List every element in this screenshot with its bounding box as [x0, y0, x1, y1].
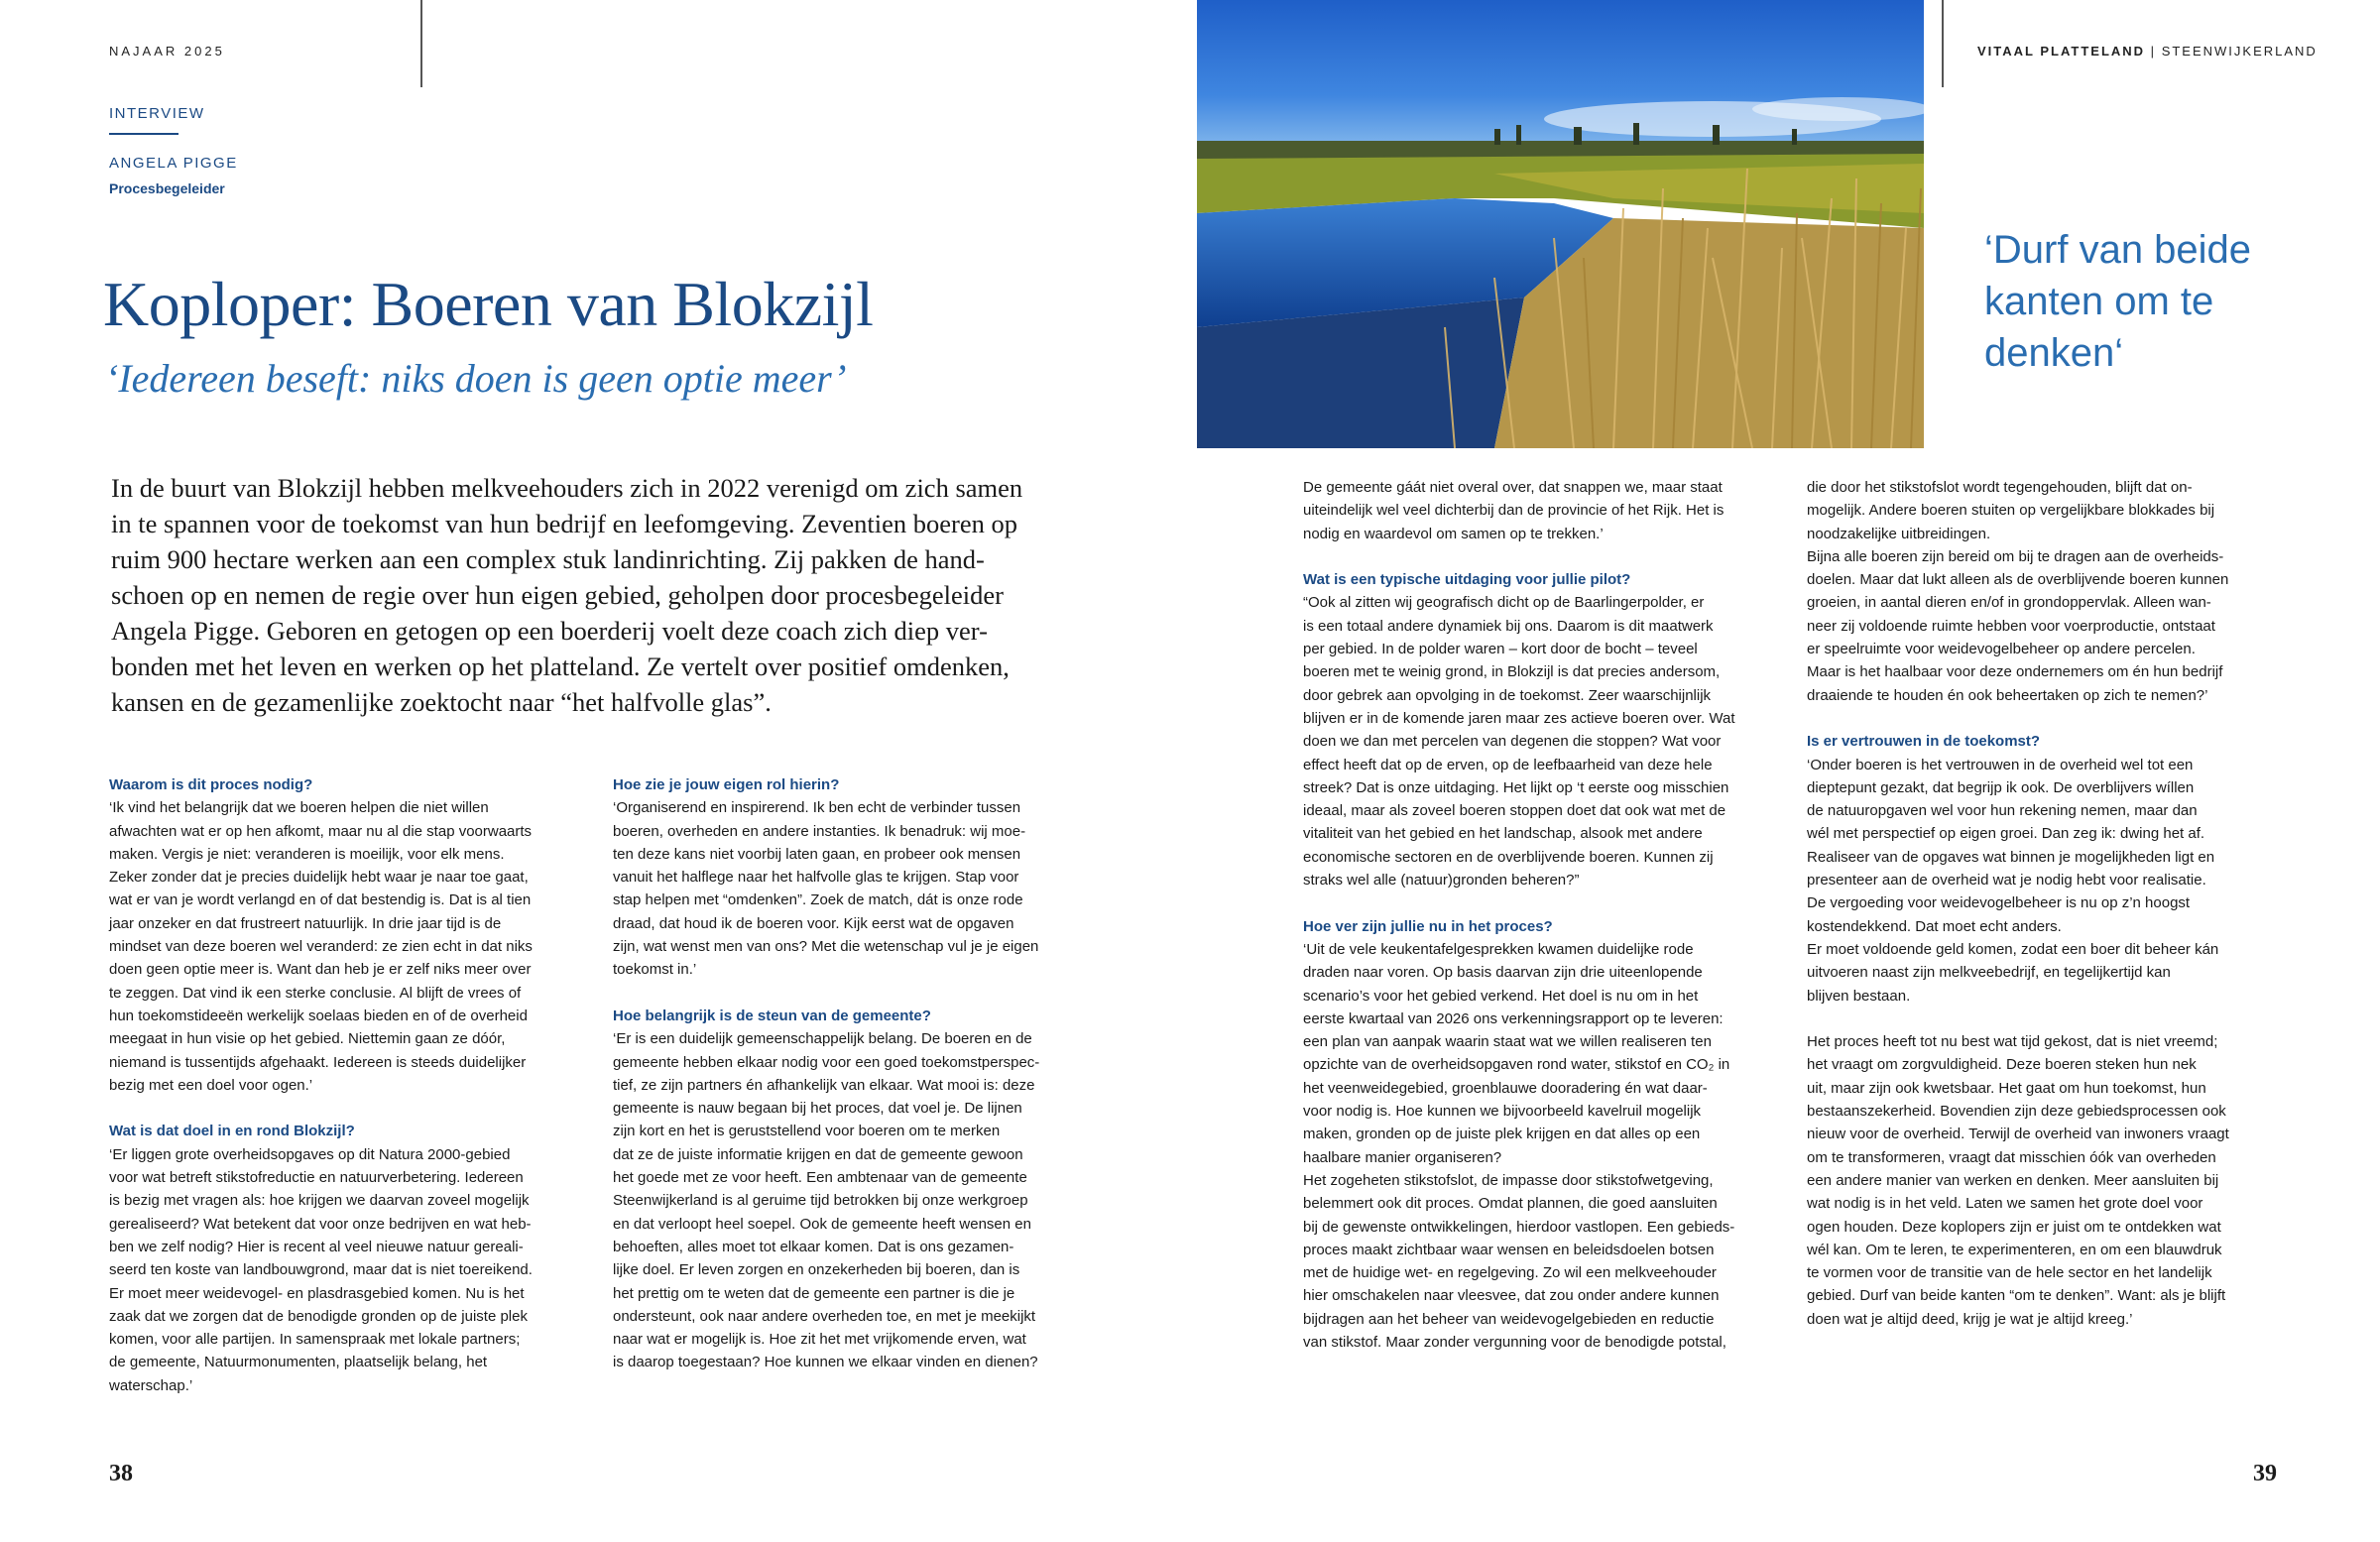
body-text-line: vanuit het halflege naar het halfvolle glas te krijgen. Stap voor	[613, 869, 1019, 887]
body-text-line: presenteer aan de overheid wat je nodig hebt voor realisatie.	[1807, 872, 2206, 890]
paragraph-gap	[1303, 545, 1735, 568]
body-text-line: is daarop toegestaan? Hoe kunnen we elkaar vinden en dienen?	[613, 1354, 1038, 1371]
body-text-line: maken, gronden op de juiste plek krijgen en dat alles op een	[1303, 1126, 1701, 1143]
body-text-line: Er moet meer weidevogel- en plasdrasgebied komen. Nu is het	[109, 1284, 525, 1302]
body-column-4	[1807, 476, 2229, 1331]
body-text-line: Realiseer van de opgaves wat binnen je mogelijkheden ligt en	[1807, 848, 2215, 866]
kicker-rule	[109, 133, 178, 135]
question-heading: Waarom is dit proces nodig?	[109, 776, 313, 793]
body-text-line: De vergoeding voor weidevogelbeheer is nu op z’n hoogst	[1807, 894, 2191, 912]
body-text-line: Het zogeheten stikstofslot, de impasse door stikstofwetgeving,	[1303, 1171, 1714, 1189]
body-text-line: draaiende te houden én ook beheertaken op zich te nemen?’	[1807, 686, 2208, 704]
intro-line: ruim 900 hectare werken aan een complex stuk landinrichting. Zij pakken de hand-	[111, 544, 985, 574]
body-text-line: met de huidige wet- en regelgeving. Zo wil een melkveehouder	[1303, 1264, 1717, 1282]
body-text-line: ideaal, maar als zoveel boeren stoppen doet dat ook wat met de	[1303, 802, 1726, 820]
body-text-line: nieuw voor de overheid. Terwijl de overheid van inwoners vraagt	[1807, 1126, 2229, 1143]
body-text-line: neer zij voldoende ruimte hebben voor voerproductie, ontstaat	[1807, 617, 2215, 635]
body-text-line: ogen houden. Deze koplopers zijn er juist om te ontdekken wat	[1807, 1218, 2221, 1236]
body-text-line: gebied. Durf van beide kanten “om te denken”. Want: als je blijft	[1807, 1287, 2226, 1305]
body-text-line: kostendekkend. Dat moet echt anders.	[1807, 917, 2062, 935]
body-text-line: wél met perspectief op eigen groei. Dan zeg ik: dwing het af.	[1807, 825, 2205, 843]
article-title: Koploper: Boeren van Blokzijl	[103, 269, 874, 339]
body-text-line: ‘Organiserend en inspirerend. Ik ben echt de verbinder tussen	[613, 799, 1021, 817]
body-text-line: van stikstof. Maar zonder vergunning voor de benodigde potstal,	[1303, 1333, 1726, 1351]
body-text-line: ‘Ik vind het belangrijk dat we boeren helpen die niet willen	[109, 799, 489, 817]
body-text-line: wél kan. Om te leren, te experimenteren, en om een blauwdruk	[1807, 1241, 2222, 1258]
question-heading: Hoe ver zijn jullie nu in het proces?	[1303, 917, 1553, 935]
body-text-line: eerste kwartaal van 2026 ons verkenningsrapport op te leveren:	[1303, 1009, 1724, 1027]
body-text-line: een andere manier van werken en denken. Meer aansluiten bij	[1807, 1171, 2219, 1189]
paragraph-gap	[1807, 1008, 2229, 1030]
body-text-line: komen, voor alle partijen. In samenspraak met lokale partners;	[109, 1331, 521, 1349]
paragraph-gap	[1807, 707, 2229, 730]
author-name: ANGELA PIGGE	[109, 155, 238, 172]
body-column-2	[613, 773, 1039, 1374]
article-subtitle: ‘Iedereen beseft: niks doen is geen optie meer’	[105, 356, 847, 401]
body-text-line: uiteindelijk wel veel dichterbij dan de provincie of het Rijk. Het is	[1303, 502, 1725, 520]
body-text-line: uitvoeren naast zijn melkveebedrijf, en tegelijkertijd kan	[1807, 964, 2171, 982]
question-heading: Wat is een typische uitdaging voor jullie pilot?	[1303, 571, 1631, 589]
body-column-3	[1303, 476, 1735, 1354]
body-text-line: dieptepunt gezakt, dat begrijp ik ook. De overblijvers wíllen	[1807, 778, 2195, 796]
body-text-line: mogelijk. Andere boeren stuiten op vergelijkbare blokkades bij	[1807, 502, 2215, 520]
body-text-line: doen we dan met percelen van degenen die stoppen? Wat voor	[1303, 733, 1722, 751]
body-text-line: het vraagt om zorgvuldigheid. Deze boeren steken hun nek	[1807, 1056, 2197, 1074]
body-column-1	[109, 773, 533, 1397]
body-text-line: dat ze de juiste informatie krijgen en dat de gemeente gewoon	[613, 1145, 1023, 1163]
question-heading: Hoe zie je jouw eigen rol hierin?	[613, 776, 840, 793]
body-text-line: nodig en waardevol om samen op te trekken.’	[1303, 525, 1604, 542]
body-text-line: Het proces heeft tot nu best wat tijd gekost, dat is niet vreemd;	[1807, 1033, 2218, 1051]
pull-quote-line: kanten om te	[1984, 280, 2214, 323]
body-text-line: afwachten wat er op hen afkomt, maar nu al die stap voorwaarts	[109, 822, 533, 840]
intro-line: bonden met het leven en werken op het platteland. Ze vertelt over positief omdenken,	[111, 652, 1010, 681]
question-heading: Hoe belangrijk is de steun van de gemeente?	[613, 1007, 931, 1024]
body-text-line: zijn, wat wenst men van ons? Met die wetenschap vul je je eigen	[613, 938, 1039, 956]
body-text-line: er speelruimte voor weidevogelbeheer op andere percelen.	[1807, 641, 2196, 658]
intro-paragraph	[111, 470, 1022, 720]
body-text-line: blijven bestaan.	[1807, 987, 1911, 1005]
body-text-line: wat nodig is in het veld. Laten we samen het grote doel voor	[1807, 1195, 2203, 1213]
running-head-left: NAJAAR 2025	[109, 44, 225, 59]
body-text-line: per gebied. In de polder waren – kort door de bocht – teveel	[1303, 641, 1698, 658]
intro-line: In de buurt van Blokzijl hebben melkveehouders zich in 2022 verenigd om zich samen	[111, 473, 1023, 503]
landscape-photo	[1197, 0, 1924, 448]
question-heading: Is er vertrouwen in de toekomst?	[1807, 733, 2041, 751]
body-text-line: doelen. Maar dat lukt alleen als de overblijvende boeren kunnen	[1807, 571, 2229, 589]
body-text-line: ten deze kans niet voorbij laten gaan, en probeer ook mensen	[613, 845, 1021, 863]
body-text-line: het veenweidegebied, groenblauwe dooradering én wat daar-	[1303, 1079, 1708, 1097]
running-head-right-bold: VITAAL PLATTELAND	[1977, 44, 2146, 59]
body-text-line: gerealiseerd? Wat betekent dat voor onze bedrijven en wat heb-	[109, 1215, 532, 1233]
running-head-right	[1977, 44, 2318, 59]
body-text-line: bij de gewenste ontwikkelingen, hierdoor vastlopen. Een gebieds-	[1303, 1218, 1735, 1236]
body-text-line: het prettig om te weten dat de gemeente een partner is die je	[613, 1284, 1015, 1302]
body-text-line: hier omschakelen naar vleesvee, dat zou onder andere kunnen	[1303, 1287, 1720, 1305]
author-role: Procesbegeleider	[109, 180, 225, 196]
body-text-line: door gebrek aan opvolging in de toekomst. Zeer waarschijnlijk	[1303, 686, 1712, 704]
paragraph-gap	[109, 1097, 533, 1120]
body-text-line: ‘Er liggen grote overheidsopgaves op dit Natura 2000-gebied	[109, 1145, 511, 1163]
body-text-line: ‘Uit de vele keukentafelgesprekken kwamen duidelijke rode	[1303, 940, 1694, 958]
body-text-line: “Ook al zitten wij geografisch dicht op de Baarlingerpolder, er	[1303, 594, 1705, 612]
paragraph-gap	[613, 982, 1039, 1005]
body-text-line: Steenwijkerland is al geruime tijd betrokken bij onze werkgroep	[613, 1192, 1028, 1210]
body-text-line: om te transformeren, vraagt dat misschien óók van overheden	[1807, 1148, 2216, 1166]
body-text-line: te zeggen. Dat vind ik een sterke conclusie. Al blijft de vrees of	[109, 984, 522, 1002]
running-head-separator: |	[2150, 44, 2157, 59]
body-text-line: ‘Onder boeren is het vertrouwen in de overheid wel tot een	[1807, 756, 2194, 773]
page-number-right: 39	[2253, 1461, 2277, 1486]
body-text-line: streek? Dat is onze uitdaging. Het lijkt op ‘t eerste oog misschien	[1303, 778, 1729, 796]
intro-line: Angela Pigge. Geboren en getogen op een boerderij voelt deze coach zich diep ver-	[111, 616, 988, 646]
body-text-line: maken. Vergis je niet: veranderen is moeilijk, voor elk mens.	[109, 845, 505, 863]
body-text-line: Bijna alle boeren zijn bereid om bij te dragen aan de overheids-	[1807, 547, 2224, 565]
body-text-line: boeren, overheden en andere instanties. Ik benadruk: wij moe-	[613, 822, 1026, 840]
body-text-line: het goede met ze voor heeft. Een ambtenaar van de gemeente	[613, 1169, 1027, 1187]
body-text-line: bestaanszekerheid. Bovendien zijn deze gebiedsprocessen ook	[1807, 1103, 2226, 1121]
paragraph-gap	[1303, 891, 1735, 914]
body-text-line: voor nodig is. Hoe kunnen we bijvoorbeeld kavelruil mogelijk	[1303, 1103, 1702, 1121]
body-text-line: en dat verloopt heel soepel. Ook de gemeente heeft wensen en	[613, 1215, 1031, 1233]
body-text-line: lijke doel. Er leven zorgen en onzekerheden bij boeren, dan is	[613, 1261, 1020, 1279]
header-divider-left	[420, 0, 422, 87]
body-text-line: wat er van je wordt verlangd en of dat bestendig is. Dat is al tien	[109, 891, 532, 909]
pull-quote-line: denken‘	[1984, 331, 2124, 375]
body-text-line: seerd ten koste van landbouwgrond, maar dat is niet toereikend.	[109, 1261, 533, 1279]
body-text-line: boeren met te weinig grond, in Blokzijl is dat precies andersom,	[1303, 663, 1721, 681]
body-text-line: proces maakt zichtbaar waar wensen en beleidsdoelen botsen	[1303, 1241, 1715, 1258]
body-text-line: meegaat in hun visie op het gebied. Niettemin gaan ze dóór,	[109, 1030, 506, 1048]
question-heading: Wat is dat doel in en rond Blokzijl?	[109, 1123, 355, 1140]
body-text-line: zaak dat we zorgen dat de benodigde gronden op de juiste plek	[109, 1307, 528, 1325]
body-text-line: gemeente is nauw begaan bij het proces, dat voel je. De lijnen	[613, 1100, 1022, 1118]
body-text-line: effect heeft dat op de erven, op de leefbaarheid van deze hele	[1303, 756, 1713, 773]
body-text-line: de gemeente, Natuurmonumenten, plaatselijk belang, het	[109, 1354, 488, 1371]
body-text-line: groeien, in aantal dieren en/of in grondoppervlak. Alleen wan-	[1807, 594, 2211, 612]
body-text-line: uit, maar zijn ook kwetsbaar. Het gaat om hun toekomst, hun	[1807, 1079, 2206, 1097]
body-text-line: stap helpen met “omdenken”. Zoek de match, dát is onze rode	[613, 891, 1023, 909]
body-text-line: die door het stikstofslot wordt tegengehouden, blijft dat on-	[1807, 479, 2193, 496]
body-text-line: Maar is het haalbaar voor deze ondernemers om én hun bedrijf	[1807, 663, 2223, 681]
running-head-right-rest: STEENWIJKERLAND	[2161, 44, 2318, 59]
body-text-line: blijven er in de komende jaren maar zes actieve boeren over. Wat	[1303, 709, 1735, 727]
page-number-left: 38	[109, 1461, 133, 1486]
header-divider-right	[1942, 0, 1944, 87]
kicker-label: INTERVIEW	[109, 105, 205, 122]
body-text-line: te vormen voor de transitie van de hele sector en het landelijk	[1807, 1264, 2212, 1282]
body-text-line: de natuuropgaven wel voor hun rekening nemen, maar dan	[1807, 802, 2198, 820]
body-text-line: De gemeente gáát niet overal over, dat snappen we, maar staat	[1303, 479, 1723, 496]
body-text-line: straks wel alle (natuur)gronden beheren?”	[1303, 872, 1580, 890]
body-text-line: zijn kort en het is geruststellend voor boeren om te merken	[613, 1123, 1001, 1140]
intro-line: schoen op en nemen de regie over hun eigen gebied, geholpen door procesbegeleider	[111, 580, 1004, 610]
body-text-line: jaar onzeker en dat frustreert natuurlijk. In drie jaar tijd is de	[109, 914, 502, 932]
body-text-line: niemand is tussentijds afgehaakt. Iedereen is steeds duidelijker	[109, 1053, 527, 1071]
body-text-line: voor wat betreft stikstofreductie en natuurverbetering. Iedereen	[109, 1169, 524, 1187]
body-text-line: waterschap.’	[109, 1376, 193, 1394]
body-text-line: mindset van deze boeren wel veranderd: ze zien echt in dat niks	[109, 938, 533, 956]
intro-line: kansen en de gezamenlijke zoektocht naar “het halfvolle glas”.	[111, 687, 772, 717]
body-text-line: Er moet voldoende geld komen, zodat een boer dit beheer kán	[1807, 940, 2219, 958]
body-text-line: Zeker zonder dat je precies duidelijk hebt waar je naar toe gaat,	[109, 869, 529, 887]
body-text-line: bijdragen aan het beheer van weidevogelgebieden en reductie	[1303, 1310, 1715, 1328]
body-text-line: behoeften, alles moet tot elkaar komen. Dat is ons gezamen-	[613, 1238, 1014, 1255]
body-text-line: belemmert ook dit proces. Omdat plannen, die goed aansluiten	[1303, 1195, 1718, 1213]
body-text-line: tief, ze zijn partners én afhankelijk van elkaar. Wat mooi is: deze	[613, 1076, 1035, 1094]
body-text-line: naar wat er mogelijk is. Hoe zit het met vrijkomende erven, wat	[613, 1331, 1026, 1349]
body-text-line: ondersteunt, ook naar andere overheden toe, en met je meekijkt	[613, 1307, 1036, 1325]
body-text-line: ‘Er is een duidelijk gemeenschappelijk belang. De boeren en de	[613, 1030, 1032, 1048]
body-text-line: scenario’s voor het gebied verkend. Het doel is nu om in het	[1303, 987, 1699, 1005]
pull-quote	[1984, 224, 2251, 379]
body-text-line: toekomst in.’	[613, 961, 697, 979]
body-text-line: draad, dat houd ik de boeren voor. Kijk eerst wat de opgaven	[613, 914, 1014, 932]
body-text-line: doen wat je altijd deed, krijg je wat je altijd kreeg.’	[1807, 1310, 2133, 1328]
body-text-line: draden naar voren. Op basis daarvan zijn drie uiteenlopende	[1303, 964, 1703, 982]
body-text-line: opzichte van de overheidsopgaven rond water, stikstof en CO₂ in	[1303, 1056, 1730, 1074]
intro-line: in te spannen voor de toekomst van hun bedrijf en leefomgeving. Zeventien boeren op	[111, 509, 1017, 538]
body-text-line: doen geen optie meer is. Want dan heb je er zelf niks meer over	[109, 961, 532, 979]
body-text-line: hun toekomstideeën werkelijk soelaas bieden en of de overheid	[109, 1007, 528, 1024]
body-text-line: vitaliteit van het gebied en het landschap, alsook met andere	[1303, 825, 1703, 843]
body-text-line: bezig met een doel voor ogen.’	[109, 1076, 313, 1094]
body-text-line: gemeente hebben elkaar nodig voor een goed toekomstperspec-	[613, 1053, 1040, 1071]
body-text-line: ben we zelf nodig? Hier is recent al veel nieuwe natuur gereali-	[109, 1238, 524, 1255]
body-text-line: economische sectoren en de overblijvende boeren. Kunnen zij	[1303, 848, 1714, 866]
body-text-line: is bezig met vragen als: hoe krijgen we daarvan zoveel mogelijk	[109, 1192, 530, 1210]
pull-quote-line: ‘Durf van beide	[1984, 228, 2252, 272]
body-text-line: een plan van aanpak waarin staat wat we willen realiseren ten	[1303, 1033, 1712, 1051]
body-text-line: noodzakelijke uitbreidingen.	[1807, 525, 1991, 542]
body-text-line: is een totaal andere dynamiek bij ons. Daarom is dit maatwerk	[1303, 617, 1714, 635]
body-text-line: haalbare manier organiseren?	[1303, 1148, 1502, 1166]
